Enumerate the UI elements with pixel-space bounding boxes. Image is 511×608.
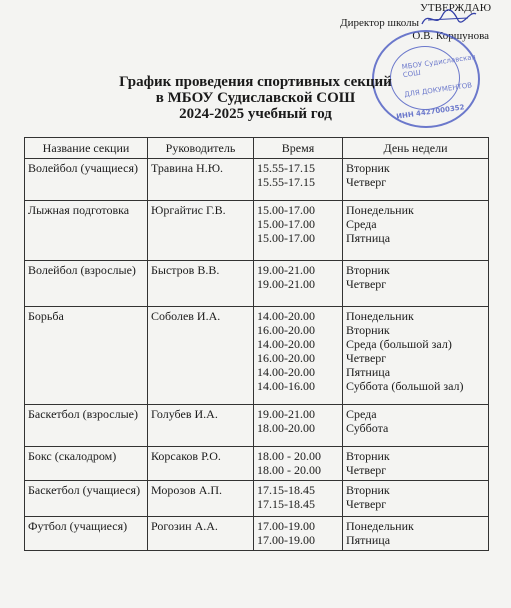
day-value: Пятница bbox=[346, 365, 391, 379]
table-row bbox=[25, 261, 489, 307]
section-name-cell: Баскетбол (учащиеся) bbox=[25, 481, 148, 517]
day-value: Вторник bbox=[346, 161, 390, 175]
time-value: 16.00-20.00 bbox=[257, 323, 315, 337]
day-value: Вторник bbox=[346, 483, 390, 497]
time-value: 14.00-20.00 bbox=[257, 365, 315, 379]
stamp-text-top: МБОУ Судиславская СОШ bbox=[401, 52, 477, 80]
time-value: 15.00-17.00 bbox=[257, 217, 315, 231]
day-value: Понедельник bbox=[346, 309, 414, 323]
section-name-cell: Борьба bbox=[25, 307, 148, 405]
schedule-table bbox=[24, 137, 489, 551]
page-title bbox=[0, 74, 511, 122]
day-value: Вторник bbox=[346, 263, 390, 277]
time-value: 14.00-20.00 bbox=[257, 309, 315, 323]
table-row bbox=[25, 201, 489, 261]
day-value: Суббота bbox=[346, 421, 389, 435]
approval-position: Директор школы bbox=[340, 17, 419, 29]
table-row bbox=[25, 307, 489, 405]
leader-cell: Соболев И.А. bbox=[148, 307, 254, 405]
leader-cell: Травина Н.Ю. bbox=[148, 159, 254, 201]
time-value: 15.00-17.00 bbox=[257, 203, 315, 217]
day-value: Пятница bbox=[346, 533, 391, 547]
day-value: Вторник bbox=[346, 323, 390, 337]
time-value: 17.00-19.00 bbox=[257, 519, 315, 533]
time-value: 19.00-21.00 bbox=[257, 263, 315, 277]
section-name-cell: Волейбол (взрослые) bbox=[25, 261, 148, 307]
day-value: Понедельник bbox=[346, 203, 414, 217]
day-cell bbox=[343, 517, 489, 551]
time-value: 15.00-17.00 bbox=[257, 231, 315, 245]
day-cell bbox=[343, 447, 489, 481]
time-value: 19.00-21.00 bbox=[257, 277, 315, 291]
signature bbox=[418, 6, 480, 32]
day-cell bbox=[343, 307, 489, 405]
leader-cell: Корсаков Р.О. bbox=[148, 447, 254, 481]
time-value: 16.00-20.00 bbox=[257, 351, 315, 365]
table-row bbox=[25, 159, 489, 201]
time-cell bbox=[254, 159, 343, 201]
title-line-2: в МБОУ Судиславской СОШ bbox=[155, 90, 356, 106]
time-value: 14.00-16.00 bbox=[257, 379, 315, 393]
day-value: Четверг bbox=[346, 175, 387, 189]
day-value: Среда bbox=[346, 407, 377, 421]
header-leader: Руководитель bbox=[148, 138, 254, 159]
table-row bbox=[25, 447, 489, 481]
leader-cell: Юргайтис Г.В. bbox=[148, 201, 254, 261]
time-value: 18.00 - 20.00 bbox=[257, 463, 321, 477]
time-value: 18.00 - 20.00 bbox=[257, 449, 321, 463]
approval-word: УТВЕРЖДАЮ bbox=[420, 2, 491, 14]
day-value: Среда (большой зал) bbox=[346, 337, 452, 351]
table-header-row bbox=[25, 138, 489, 159]
day-cell bbox=[343, 159, 489, 201]
time-cell bbox=[254, 261, 343, 307]
day-cell bbox=[343, 201, 489, 261]
leader-cell: Голубев И.А. bbox=[148, 405, 254, 447]
day-value: Пятница bbox=[346, 231, 391, 245]
day-value: Четверг bbox=[346, 351, 387, 365]
day-value: Понедельник bbox=[346, 519, 414, 533]
time-value: 15.55-17.15 bbox=[257, 161, 315, 175]
day-cell bbox=[343, 261, 489, 307]
time-value: 17.15-18.45 bbox=[257, 497, 315, 511]
time-value: 17.00-19.00 bbox=[257, 533, 315, 547]
table-row bbox=[25, 517, 489, 551]
header-day: День недели bbox=[343, 138, 489, 159]
day-value: Четверг bbox=[346, 463, 387, 477]
time-value: 18.00-20.00 bbox=[257, 421, 315, 435]
day-cell bbox=[343, 481, 489, 517]
leader-cell: Быстров В.В. bbox=[148, 261, 254, 307]
title-line-1: График проведения спортивных секций bbox=[119, 74, 392, 90]
header-section: Название секции bbox=[25, 138, 148, 159]
section-name-cell: Лыжная подготовка bbox=[25, 201, 148, 261]
table-row bbox=[25, 405, 489, 447]
section-name-cell: Баскетбол (взрослые) bbox=[25, 405, 148, 447]
time-value: 14.00-20.00 bbox=[257, 337, 315, 351]
stamp-text-middle: ДЛЯ ДОКУМЕНТОВ bbox=[403, 81, 473, 99]
title-line-3: 2024-2025 учебный год bbox=[179, 106, 332, 122]
day-value: Четверг bbox=[346, 277, 387, 291]
time-cell bbox=[254, 481, 343, 517]
time-value: 15.55-17.15 bbox=[257, 175, 315, 189]
day-value: Четверг bbox=[346, 497, 387, 511]
leader-cell: Рогозин А.А. bbox=[148, 517, 254, 551]
stamp-inn: ИНН 4427000352 bbox=[395, 103, 465, 121]
approval-name: О.В. Коршунова bbox=[412, 30, 489, 42]
time-cell bbox=[254, 201, 343, 261]
table-row bbox=[25, 481, 489, 517]
day-value: Вторник bbox=[346, 449, 390, 463]
leader-cell: Морозов А.П. bbox=[148, 481, 254, 517]
time-cell bbox=[254, 405, 343, 447]
section-name-cell: Футбол (учащиеся) bbox=[25, 517, 148, 551]
time-cell bbox=[254, 307, 343, 405]
day-cell bbox=[343, 405, 489, 447]
section-name-cell: Бокс (скалодром) bbox=[25, 447, 148, 481]
time-value: 19.00-21.00 bbox=[257, 407, 315, 421]
day-value: Суббота (большой зал) bbox=[346, 379, 464, 393]
section-name-cell: Волейбол (учащиеся) bbox=[25, 159, 148, 201]
day-value: Среда bbox=[346, 217, 377, 231]
time-cell bbox=[254, 517, 343, 551]
time-value: 17.15-18.45 bbox=[257, 483, 315, 497]
header-time: Время bbox=[254, 138, 343, 159]
time-cell bbox=[254, 447, 343, 481]
